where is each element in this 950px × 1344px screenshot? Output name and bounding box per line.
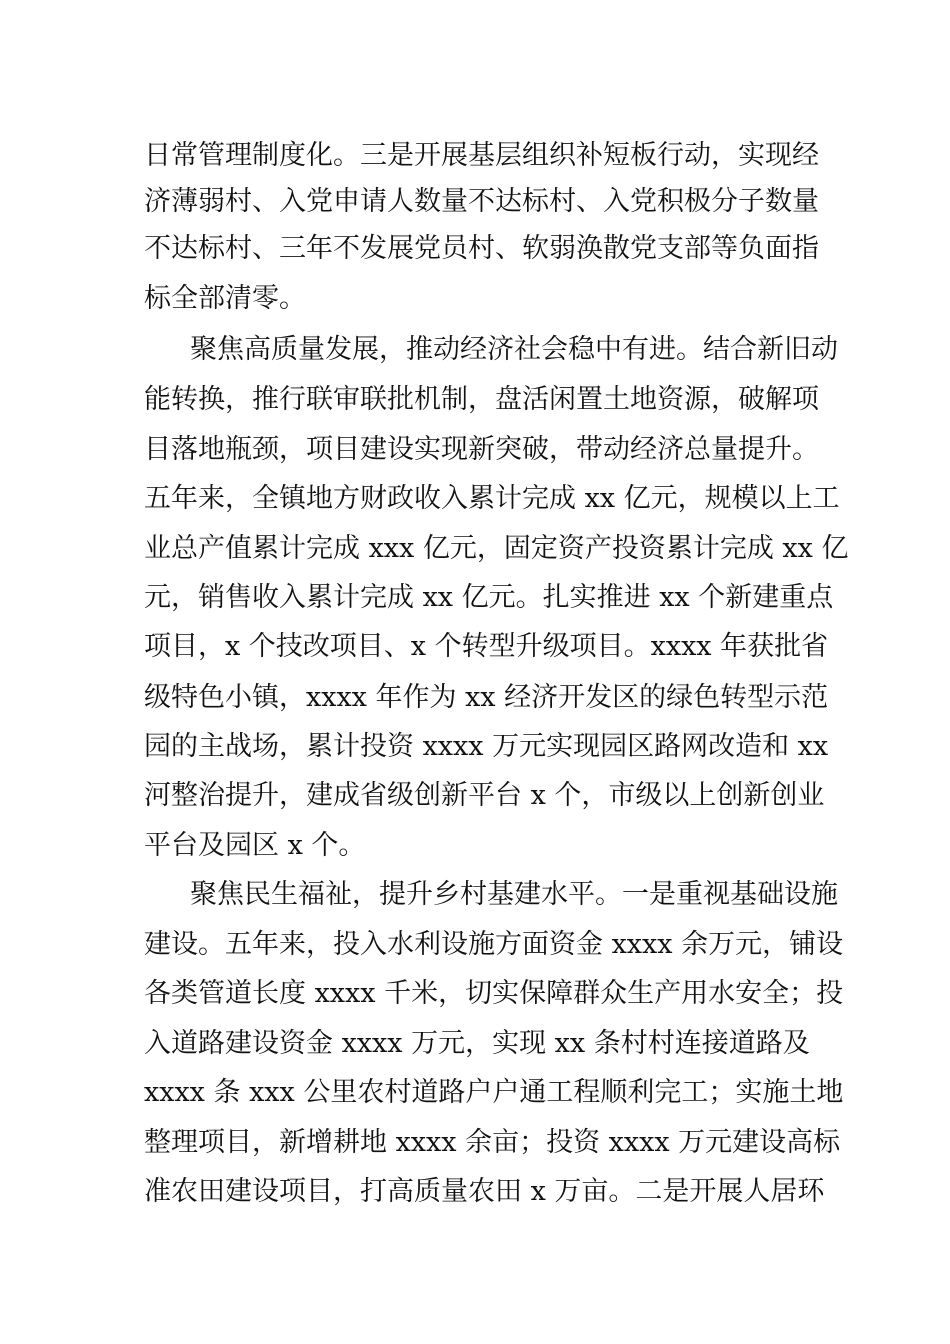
text-line: 业总产值累计完成 xxx 亿元，固定资产投资累计完成 xx 亿 — [144, 533, 849, 564]
text-line: 目落地瓶颈，项目建设实现新突破，带动经济总量提升。 — [144, 434, 819, 465]
text-line: xxxx 条 xxx 公里农村道路户户通工程顺利完工；实施土地 — [144, 1077, 844, 1108]
text-line: 五年来，全镇地方财政收入累计完成 xx 亿元，规模以上工 — [144, 483, 840, 514]
text-line: 整理项目，新增耕地 xxxx 余亩；投资 xxxx 万元建设高标 — [144, 1127, 841, 1158]
text-line: 济薄弱村、入党申请人数量不达标村、入党积极分子数量 — [144, 186, 819, 217]
text-line: 项目，x 个技改项目、x 个转型升级项目。xxxx 年获批省 — [144, 631, 829, 662]
text-line: 标全部清零。 — [144, 283, 306, 314]
text-line: 各类管道长度 xxxx 千米，切实保障群众生产用水安全；投 — [144, 978, 844, 1009]
text-line: 能转换，推行联审联批机制，盘活闲置土地资源，破解项 — [144, 384, 819, 415]
text-line: 建设。五年来，投入水利设施方面资金 xxxx 余万元，铺设 — [144, 929, 844, 960]
text-line: 不达标村、三年不发展党员村、软弱涣散党支部等负面指 — [144, 233, 819, 264]
paragraph-first-line: 聚焦高质量发展，推动经济社会稳中有进。结合新旧动 — [190, 334, 838, 365]
text-line: 准农田建设项目，打高质量农田 x 万亩。二是开展人居环 — [144, 1176, 825, 1207]
text-line: 河整治提升，建成省级创新平台 x 个，市级以上创新创业 — [144, 780, 825, 811]
text-line: 日常管理制度化。三是开展基层组织补短板行动，实现经 — [144, 140, 819, 171]
text-line: 园的主战场，累计投资 xxxx 万元实现园区路网改造和 xx — [144, 731, 829, 762]
text-line: 入道路建设资金 xxxx 万元，实现 xx 条村村连接道路及 — [144, 1028, 810, 1059]
text-line: 平台及园区 x 个。 — [144, 830, 366, 861]
paragraph-first-line: 聚焦民生福祉，提升乡村基建水平。一是重视基础设施 — [190, 879, 838, 910]
text-line: 元，销售收入累计完成 xx 亿元。扎实推进 xx 个新建重点 — [144, 582, 834, 613]
text-line: 级特色小镇，xxxx 年作为 xx 经济开发区的绿色转型示范 — [144, 682, 829, 713]
